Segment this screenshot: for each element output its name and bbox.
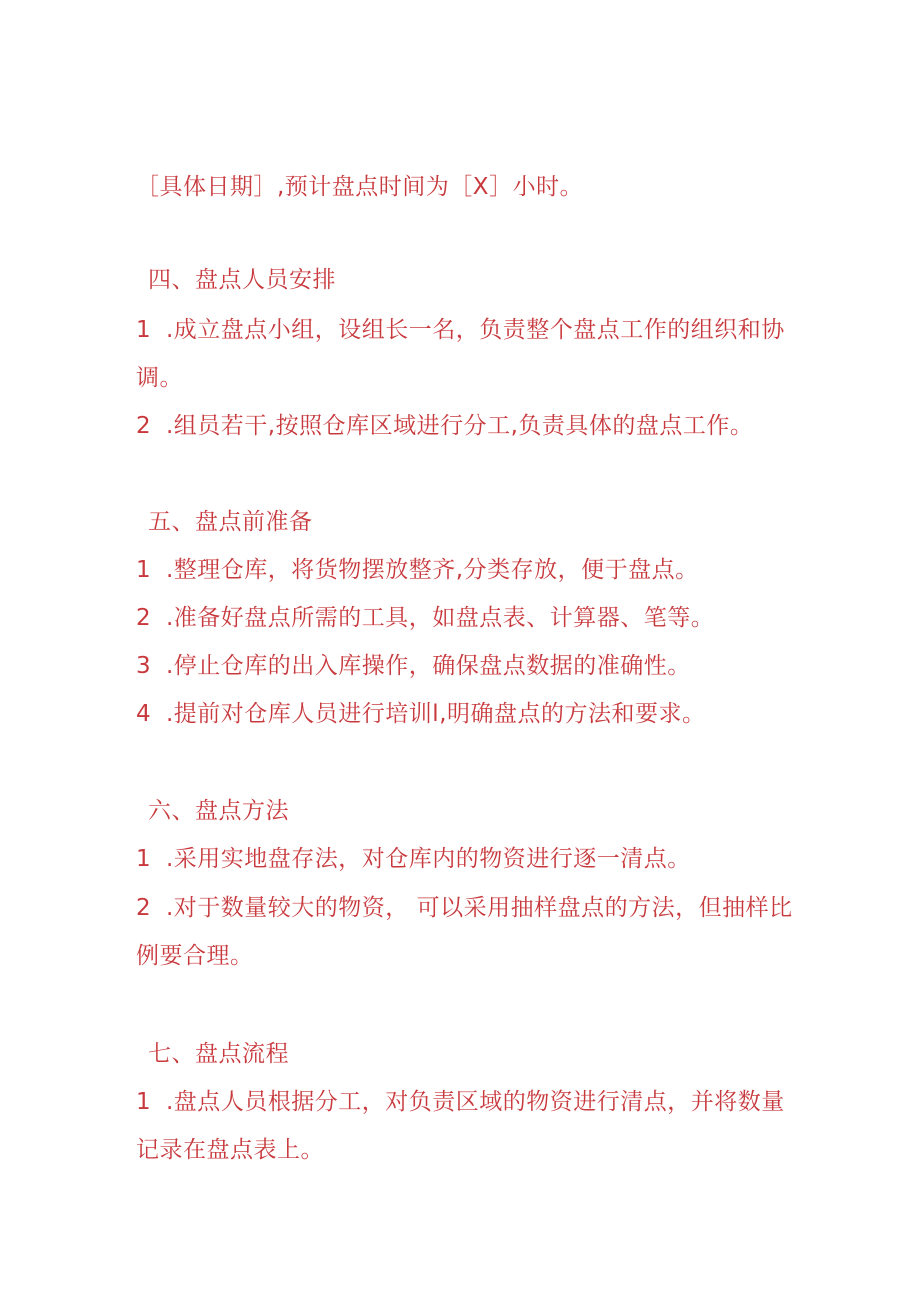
list-item — [136, 555, 699, 585]
item-text: .提前对仓库人员进行培训l,明确盘点的方法和要求。 — [166, 701, 706, 727]
item-number: 2 — [136, 413, 152, 439]
item-text-continuation: 记录在盘点表上。 — [136, 1137, 324, 1163]
item-text: .停止仓库的出入库操作，确保盘点数据的准确性。 — [166, 653, 691, 679]
item-text: .准备好盘点所需的工具，如盘点表、计算器、笔等。 — [166, 605, 715, 631]
item-number: 2 — [136, 895, 152, 921]
section-heading: 四、盘点人员安排 — [148, 267, 336, 293]
item-number: 1 — [136, 1089, 152, 1115]
item-text-continuation: 例要合理。 — [136, 943, 254, 969]
list-item — [136, 315, 785, 345]
item-text: .盘点人员根据分工，对负责区域的物资进行清点，并将数量 — [166, 1089, 785, 1115]
item-number: 2 — [136, 605, 152, 631]
list-item — [136, 699, 706, 729]
list-item — [136, 893, 793, 923]
section-heading: 六、盘点方法 — [148, 798, 289, 824]
item-number: 3 — [136, 653, 152, 679]
item-text-continuation: 调。 — [136, 365, 183, 391]
item-number: 1 — [136, 317, 152, 343]
item-text: .整理仓库，将货物摆放整齐,分类存放，便于盘点。 — [166, 557, 699, 583]
list-item — [136, 411, 753, 441]
item-text: .成立盘点小组，设组长一名，负责整个盘点工作的组织和协 — [166, 317, 785, 343]
list-item — [136, 603, 714, 633]
list-item — [136, 1087, 785, 1117]
item-number: 4 — [136, 701, 152, 727]
item-text: .组员若干,按照仓库区域进行分工,负责具体的盘点工作。 — [166, 413, 754, 439]
item-text: .对于数量较大的物资， 可以采用抽样盘点的方法，但抽样比 — [166, 895, 793, 921]
item-text: .采用实地盘存法，对仓库内的物资进行逐一清点。 — [166, 846, 691, 872]
section-heading: 五、盘点前准备 — [148, 509, 313, 535]
list-item — [136, 844, 691, 874]
item-number: 1 — [136, 846, 152, 872]
intro-line: ［具体日期］,预计盘点时间为［X］小时。 — [136, 174, 584, 200]
item-number: 1 — [136, 557, 152, 583]
list-item — [136, 651, 691, 681]
section-heading: 七、盘点流程 — [148, 1041, 289, 1067]
